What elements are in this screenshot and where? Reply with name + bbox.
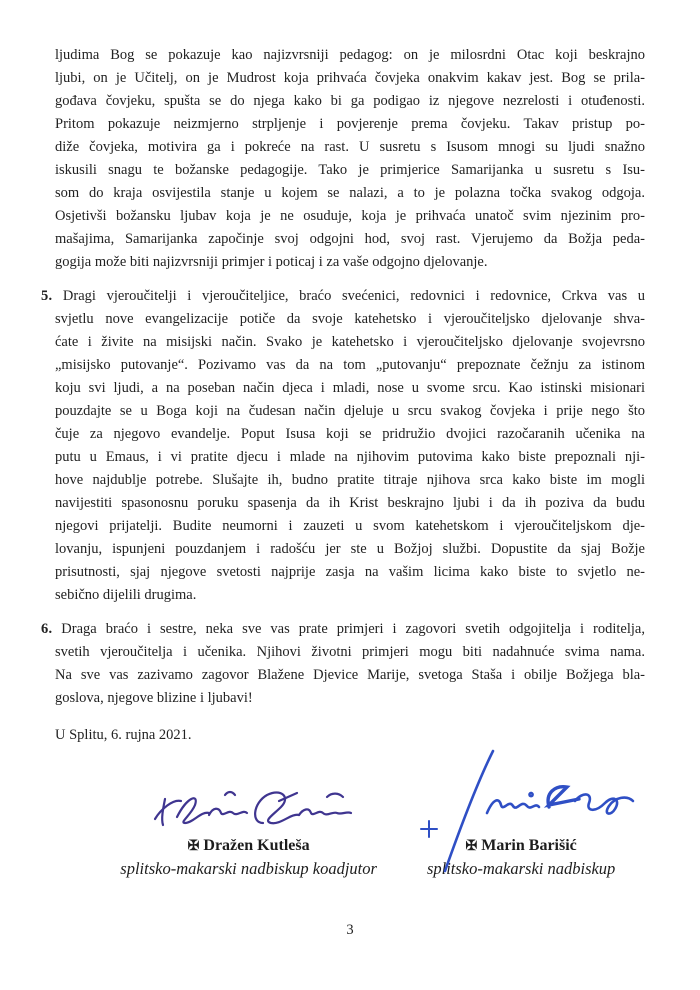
page-number: 3: [346, 922, 354, 938]
text-line: svetih vjeroučitelja i učenika. Njihovi životni primjeri mogu biti nadahnuće svima nama.: [55, 644, 645, 660]
text-line: mašajima, Samarijanka započinje svoj odgojni hod, svoj rast. Vjerujemo da Božja peda-: [55, 231, 645, 247]
signature-space: [100, 757, 397, 835]
text-line: Osjetivši božansku ljubav koja je ne osuduje, koja je prihvaća unatoč svim njezinim pro-: [55, 208, 645, 224]
signature-space: [397, 757, 645, 835]
text-line: prisutnosti, sjaj njegove svetosti najprije zasja na vašim licima kako biste to svjetlo ne-: [55, 564, 645, 580]
text-line: navijestiti spasonosnu poruku spasenja da ih Krist beskrajno ljubi i da ih poziva da budu: [55, 495, 645, 511]
text-line: lovanju, ispunjeni pouzdanjem i radošću jer ste u Božjoj službi. Dopustite da sjaj Božje: [55, 541, 645, 557]
signatory-title: splitsko-makarski nadbiskup koadjutor: [120, 859, 377, 878]
text-line: diže čovjeka, motivira ga i pokreće na rast. U susretu s Isusom mnogi su ljudi snažno: [55, 139, 645, 155]
signatory-name: [100, 835, 397, 858]
signatory-name: [397, 835, 645, 858]
paragraph-number: 6.: [41, 621, 53, 637]
text-line: putu u Emaus, i vi pratite djecu i mlade na njihovim putovima kako biste prepoznali nji-: [55, 449, 645, 465]
signatory-title: splitsko-makarski nadbiskup: [426, 859, 616, 878]
text-line: pouzdajte se u Boga koji na čudesan način djeluje u srcu svakog čovjeka i prije nego što: [55, 403, 645, 419]
paragraph-number: 5.: [41, 288, 53, 304]
signatory-name-text: Marin Barišić: [481, 837, 577, 854]
text-line: iskusili snagu te božanske pedagogije. Tako je primjerice Samarijanka u susretu s Isu-: [55, 162, 645, 178]
text-line: čuje za njegovo evandelje. Poput Isusa koji se pridružio dvojici razočaranih učenika na: [55, 426, 645, 442]
text-line: hove najdublje potrebe. Slušajte ih, budno pratite titraje njihova srca kako biste im mogli: [55, 472, 645, 488]
text-line: ljudima Bog se pokazuje kao najizvrsniji pedagog: on je milosrdni Otac koji beskrajno: [55, 47, 645, 63]
text-line: ljubi, on je Učitelj, on je Mudrost koja prihvaća čovjeka onakvim kakav jest. Bog se prila-: [55, 70, 645, 86]
date-line: U Splitu, 6. rujna 2021.: [55, 727, 192, 743]
episcopal-cross-icon: ✠: [465, 839, 478, 854]
text-line: svjetlu nove evangelizacije potiče da svoje katehetsko i vjeroučiteljsko djelovanje shva-: [55, 311, 645, 327]
text-line: gogija može biti najizvrsniji primjer i poticaj i za vaše odgojno djelovanje.: [55, 254, 488, 270]
text-line: 5. Dragi vjeroučitelji i vjeroučiteljice, braćo svećenici, redovnici i redovnice, Crkva vas u: [41, 288, 645, 304]
text-line: Pritom pokazuje neizmjerno strpljenje i povjerenje prema čovjeku. Takav pristup po-: [55, 116, 645, 132]
text-line: koju svi ljudi, a na poseban način djeca i mladi, nose u svome srcu. Kao istinski misionari: [55, 380, 645, 396]
signature-block-kutlesa: [100, 757, 397, 880]
episcopal-cross-icon: ✠: [187, 839, 200, 854]
text-line: ćate i živite na misijski način. Svako je katehetsko i vjeroučiteljsko djelovanje svojevrsno: [55, 334, 645, 350]
text-line: njegovi prijatelji. Budite neumorni i zauzeti u svom katehetskom i vjeroučiteljskom dje-: [55, 518, 645, 534]
text-line: 6. Draga braćo i sestre, neka sve vas prate primjeri i zagovori svetih odgojitelja i roditelja,: [41, 621, 645, 637]
text-line: „misijsko putovanje“. Pozivamo vas da na tom „putovanju“ prepoznate čežnju za istinom: [55, 357, 645, 373]
signature-row: [55, 757, 645, 880]
text-line: Na sve vas zazivamo zagovor Blažene Djevice Marije, svetoga Staša i obilje Božjega bla-: [55, 667, 645, 683]
text-line: sebično dijelili drugima.: [55, 587, 197, 603]
text-line: goslova, njegove blizine i ljubavi!: [55, 690, 253, 706]
signature-block-barisic: [397, 757, 645, 880]
text-line: som do kraja osvijestila stanje u kojem se nalazi, a to je polazna točka svakog odgoja.: [55, 185, 645, 201]
paragraph-5: [41, 285, 645, 607]
paragraph-6: [41, 618, 645, 710]
text-line: gođava čovjeku, spušta se do njega kako bi ga podigao iz njegove nezrelosti i otuđenosti.: [55, 93, 645, 109]
signatory-name-text: Dražen Kutleša: [203, 837, 310, 854]
paragraph-continuation: [55, 44, 645, 274]
